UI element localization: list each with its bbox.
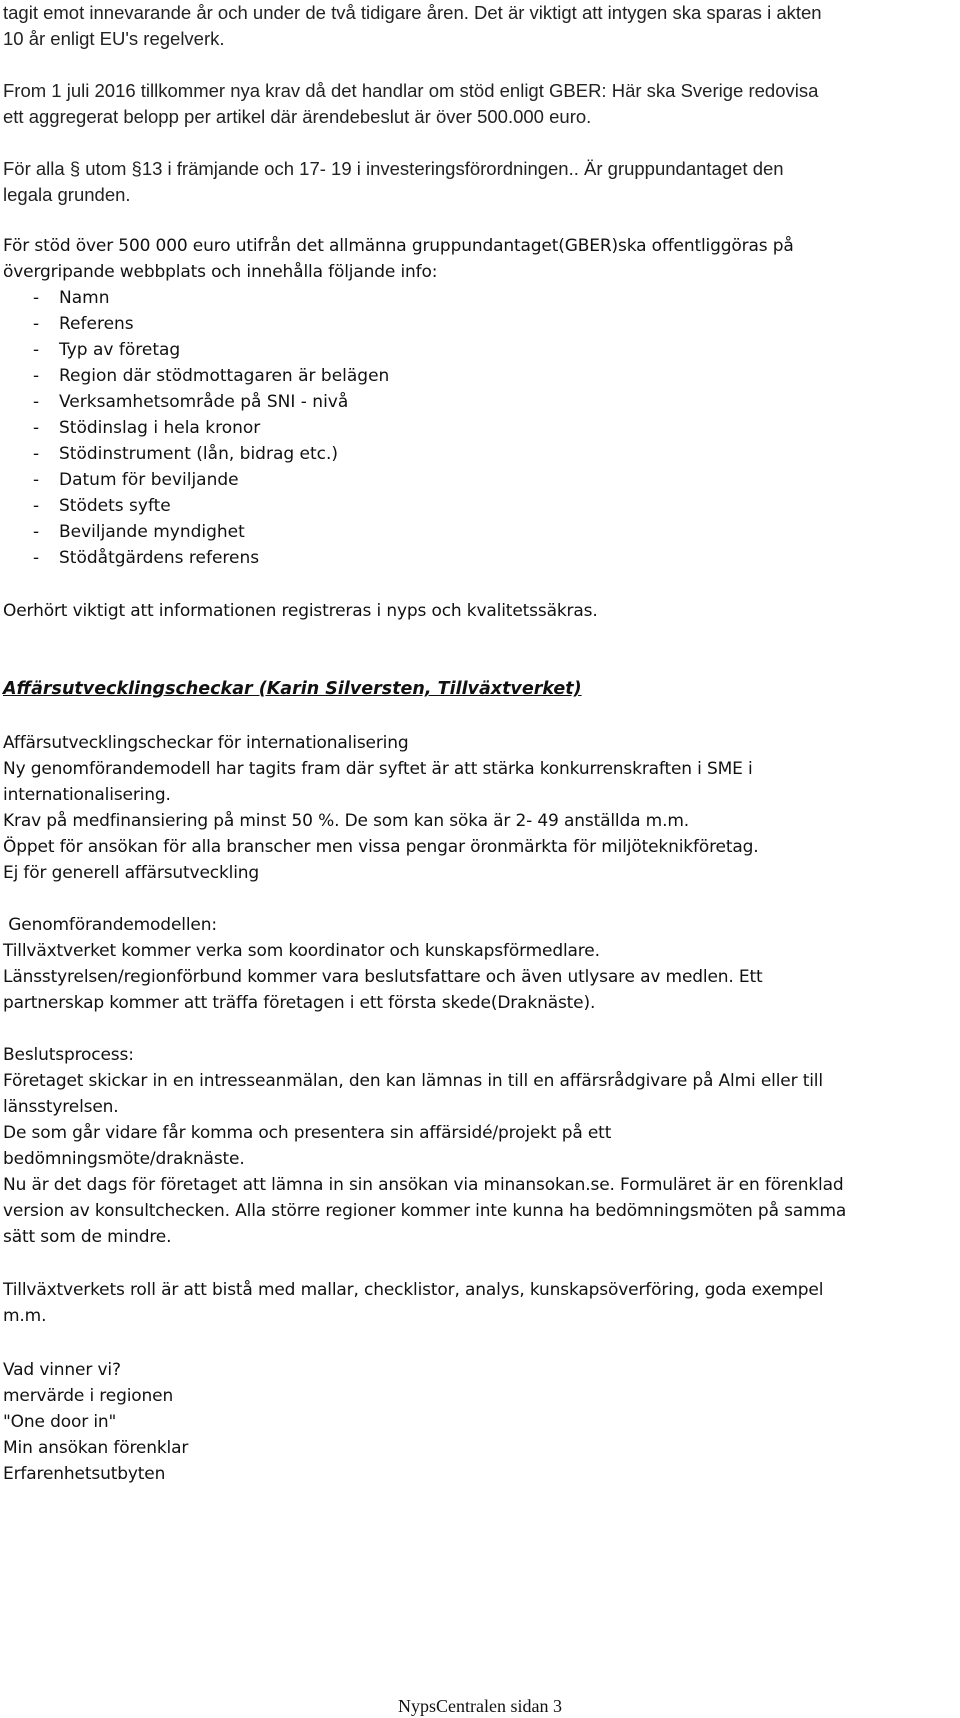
list-item (33, 288, 109, 308)
list-dash: - (33, 522, 40, 542)
list-item (33, 418, 260, 438)
list-dash: - (33, 548, 40, 568)
process-line: version av konsultchecken. Alla större regioner kommer inte kunna ha bedömningsmöten på samma (3, 1201, 847, 1221)
section-line: Ny genomförandemodell har tagits fram där syftet är att stärka konkurrenskraften i SME i (3, 759, 753, 779)
model-line: partnerskap kommer att träffa företagen i ett första skede(Draknäste). (3, 993, 596, 1013)
paragraph-1-line-1: tagit emot innevarande år och under de två tidigare åren. Det är viktigt att intygen ska sparas i akten (3, 2, 822, 23)
list-item (33, 366, 389, 386)
list-item-text: Stödinslag i hela kronor (59, 418, 261, 438)
role-line: m.m. (3, 1306, 47, 1326)
win-line: Erfarenhetsutbyten (3, 1464, 166, 1484)
section-line: Krav på medfinansiering på minst 50 %. De som kan söka är 2- 49 anställda m.m. (3, 811, 689, 831)
paragraph-3-line-1: För alla § utom §13 i främjande och 17- 19 i investeringsförordningen.. Är gruppundantaget den (3, 158, 784, 179)
role-line: Tillväxtverkets roll är att bistå med mallar, checklistor, analys, kunskapsöverföring, goda exempel (3, 1280, 824, 1300)
section-line: Ej för generell affärsutveckling (3, 863, 260, 883)
list-item-text: Verksamhetsområde på SNI - nivå (59, 392, 349, 412)
list-item (33, 496, 171, 516)
process-line: Nu är det dags för företaget att lämna in sin ansökan via minansokan.se. Formuläret är en förenklad (3, 1175, 844, 1195)
list-item-text: Stödets syfte (59, 496, 171, 516)
process-line: De som går vidare får komma och presentera sin affärsidé/projekt på ett (3, 1123, 612, 1143)
win-line: Vad vinner vi? (3, 1360, 121, 1380)
process-heading: Beslutsprocess: (3, 1045, 134, 1065)
list-dash: - (33, 366, 40, 386)
win-line: Min ansökan förenklar (3, 1438, 189, 1458)
list-item-text: Datum för beviljande (59, 470, 239, 490)
paragraph-3-line-2: legala grunden. (3, 184, 131, 205)
list-item (33, 340, 180, 360)
paragraph-2-line-1: From 1 juli 2016 tillkommer nya krav då det handlar om stöd enligt GBER: Här ska Sverige redovisa (3, 80, 819, 101)
list-dash: - (33, 314, 40, 334)
model-line: Tillväxtverket kommer verka som koordinator och kunskapsförmedlare. (3, 941, 600, 961)
list-item-text: Stödåtgärdens referens (59, 548, 260, 568)
section-heading: Affärsutvecklingscheckar (Karin Silversten, Tillväxtverket) (3, 679, 582, 699)
list-dash: - (33, 470, 40, 490)
list-item-text: Region där stödmottagaren är belägen (59, 366, 390, 386)
list-item (33, 444, 338, 464)
list-item-text: Beviljande myndighet (59, 522, 245, 542)
list-item (33, 314, 134, 334)
process-line: sätt som de mindre. (3, 1227, 172, 1247)
list-dash: - (33, 340, 40, 360)
list-item (33, 470, 239, 490)
process-line: länsstyrelsen. (3, 1097, 119, 1117)
section-line: Affärsutvecklingscheckar för internationalisering (3, 733, 409, 753)
section-line: internationalisering. (3, 785, 171, 805)
win-line: mervärde i regionen (3, 1386, 174, 1406)
section-line: Öppet för ansökan för alla branscher men vissa pengar öronmärkta för miljöteknikföretag. (3, 837, 759, 857)
model-line: Länsstyrelsen/regionförbund kommer vara beslutsfattare och även utlysare av medlen. Ett (3, 967, 763, 987)
list-dash: - (33, 496, 40, 516)
win-line: "One door in" (3, 1412, 117, 1432)
paragraph-2-line-2: ett aggregerat belopp per artikel där ärendebeslut är över 500.000 euro. (3, 106, 592, 127)
paragraph-4-line-1: För stöd över 500 000 euro utifrån det allmänna gruppundantaget(GBER)ska offentliggöras på (3, 236, 794, 256)
list-item-text: Referens (59, 314, 134, 334)
list-item-text: Typ av företag (59, 340, 181, 360)
list-dash: - (33, 444, 40, 464)
model-heading: Genomförandemodellen: (3, 915, 217, 935)
paragraph-4-line-2: övergripande webbplats och innehålla följande info: (3, 262, 438, 282)
list-item (33, 392, 348, 412)
list-item-text: Namn (59, 288, 110, 308)
list-dash: - (33, 392, 40, 412)
paragraph-5: Oerhört viktigt att informationen registreras i nyps och kvalitetssäkras. (3, 601, 598, 621)
paragraph-1-line-2: 10 år enligt EU's regelverk. (3, 28, 225, 49)
list-dash: - (33, 288, 40, 308)
page-footer: NypsCentralen sidan 3 (398, 1696, 562, 1716)
list-item (33, 522, 245, 542)
list-dash: - (33, 418, 40, 438)
process-line: Företaget skickar in en intresseanmälan, den kan lämnas in till en affärsrådgivare på Almi eller till (3, 1071, 823, 1091)
process-line: bedömningsmöte/draknäste. (3, 1149, 245, 1169)
list-item (33, 548, 259, 568)
list-item-text: Stödinstrument (lån, bidrag etc.) (59, 444, 339, 464)
